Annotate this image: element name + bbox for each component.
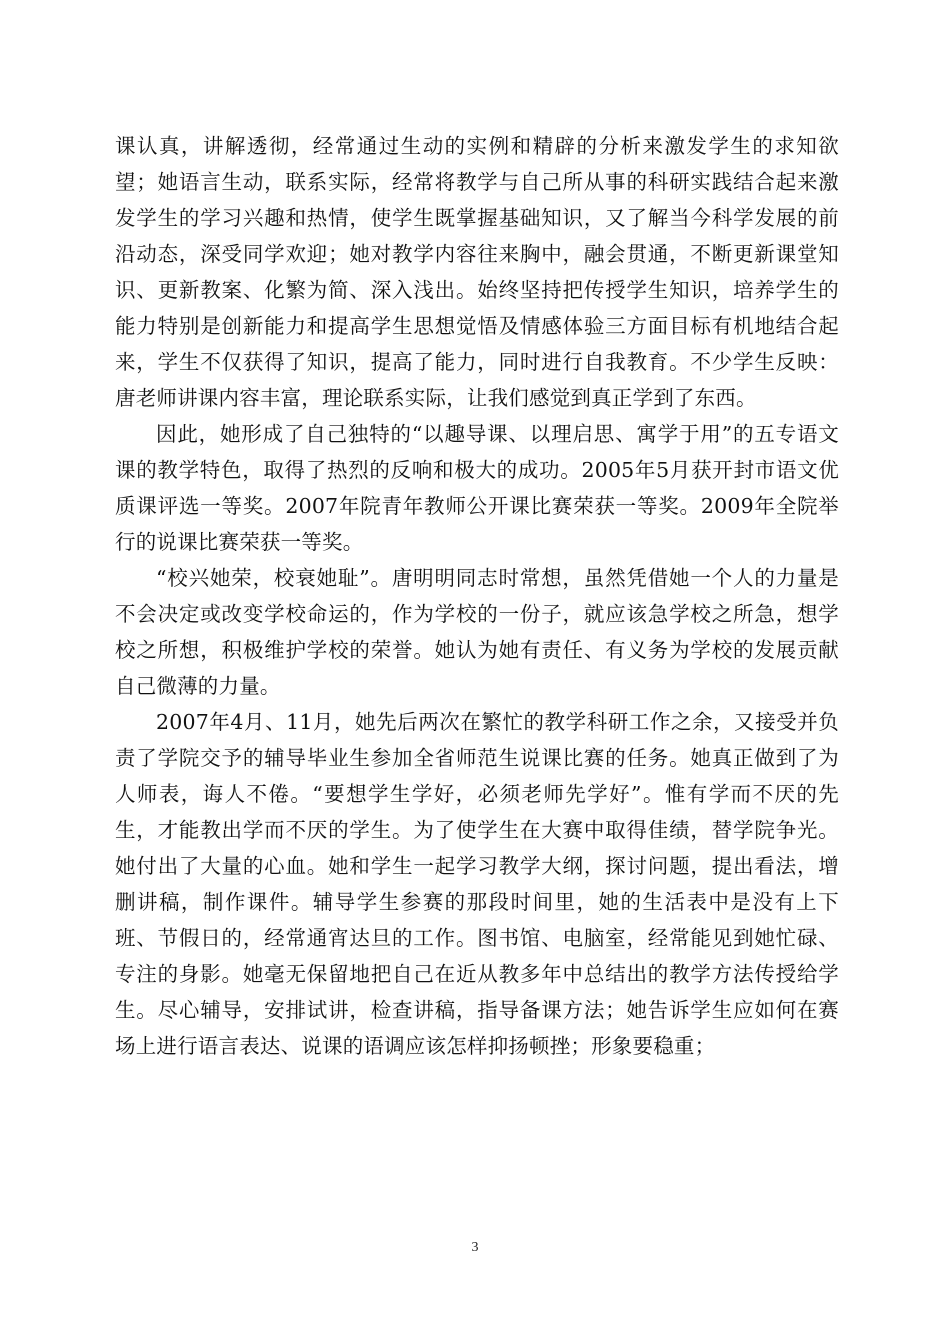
- page-number: 3: [471, 1240, 479, 1255]
- document-body: [115, 128, 839, 1064]
- paragraph-1: 课认真，讲解透彻，经常通过生动的实例和精辟的分析来激发学生的求知欲望；她语言生动，联系实际，经常将教学与自己所从事的科研实践结合起来激发学生的学习兴趣和热情，使学生既掌握基础知识，又了解当今科学发展的前沿动态，深受同学欢迎；她对教学内容往来胸中，融会贯通，不断更新课堂知识、更新教案、化繁为简、深入浅出。始终坚持把传授学生知识，培养学生的能力特别是创新能力和提高学生思想觉悟及情感体验三方面目标有机地结合起来，学生不仅获得了知识，提高了能力，同时进行自我教育。不少学生反映：唐老师讲课内容丰富，理论联系实际，让我们感觉到真正学到了东西。: [115, 134, 839, 410]
- paragraph-2: 因此，她形成了自己独特的“以趣导课、以理启思、寓学于用”的五专语文课的教学特色，取得了热烈的反响和极大的成功。2005年5月获开封市语文优质课评选一等奖。2007年院青年教师公开课比赛荣获一等奖。2009年全院举行的说课比赛荣获一等奖。: [115, 422, 839, 554]
- paragraph-4: 2007年4月、11月，她先后两次在繁忙的教学科研工作之余，又接受并负责了学院交予的辅导毕业生参加全省师范生说课比赛的任务。她真正做到了为人师表，诲人不倦。“要想学生学好，必须老师先学好”。惟有学而不厌的先生，才能教出学而不厌的学生。为了使学生在大赛中取得佳绩，替学院争光。她付出了大量的心血。她和学生一起学习教学大纲，探讨问题，提出看法，增删讲稿，制作课件。辅导学生参赛的那段时间里，她的生活表中是没有上下班、节假日的，经常通宵达旦的工作。图书馆、电脑室，经常能见到她忙碌、专注的身影。她毫无保留地把自己在近从教多年中总结出的教学方法传授给学生。尽心辅导，安排试讲，检查讲稿，指导备课方法；她告诉学生应如何在赛场上进行语言表达、说课的语调应该怎样抑扬顿挫；形象要稳重；: [115, 710, 839, 1058]
- paragraph-3: “校兴她荣，校衰她耻”。唐明明同志时常想，虽然凭借她一个人的力量是不会决定或改变学校命运的，作为学校的一份子，就应该急学校之所急，想学校之所想，积极维护学校的荣誉。她认为她有责任、有义务为学校的发展贡献自己微薄的力量。: [115, 566, 839, 698]
